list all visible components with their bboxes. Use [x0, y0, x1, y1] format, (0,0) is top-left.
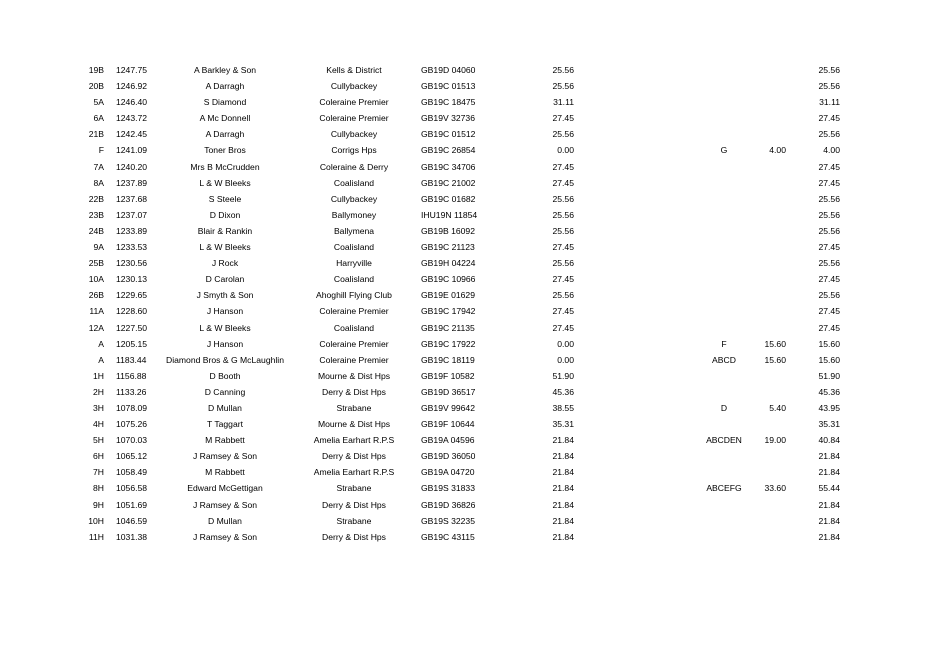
- ring-number-cell: GB19D 36826: [421, 499, 476, 510]
- velocity-cell: 1241.09: [116, 145, 148, 156]
- position-cell: 8A: [93, 177, 104, 188]
- position-cell: 2H: [93, 386, 104, 397]
- fancier-name-cell: J Hanson: [206, 338, 244, 349]
- winnings-cell: 0.00: [557, 338, 574, 349]
- fancier-name-cell: Diamond Bros & G McLaughlin: [166, 354, 284, 365]
- velocity-cell: 1075.26: [116, 419, 148, 430]
- fancier-name-cell: L & W Bleeks: [199, 242, 251, 253]
- table-row: [0, 287, 936, 303]
- table-row: [0, 78, 936, 94]
- position-cell: 19B: [88, 65, 104, 75]
- position-cell: 10H: [88, 515, 104, 526]
- table-row: [0, 497, 936, 513]
- club-cell: Derry & Dist Hps: [322, 531, 386, 542]
- pools-cell: F: [721, 338, 727, 349]
- table-row: [0, 480, 936, 496]
- ring-number-cell: GB19A 04596: [421, 435, 475, 446]
- fancier-name-cell: J Ramsey & Son: [193, 531, 257, 542]
- position-cell: 20B: [88, 81, 104, 92]
- table-row: [0, 320, 936, 336]
- club-cell: Ahoghill Flying Club: [316, 290, 392, 301]
- club-cell: Ballymoney: [331, 209, 377, 220]
- ring-number-cell: GB19V 32736: [421, 113, 475, 124]
- table-row: [0, 336, 936, 352]
- velocity-cell: 1065.12: [116, 451, 148, 462]
- table-row: [0, 432, 936, 448]
- total-cell: 27.45: [818, 242, 840, 253]
- fancier-name-cell: D Dixon: [209, 209, 241, 220]
- velocity-cell: 1247.75: [116, 65, 148, 75]
- ring-number-cell: GB19H 04224: [421, 258, 476, 269]
- table-row: [0, 448, 936, 464]
- table-row: [0, 110, 936, 126]
- position-cell: 23B: [88, 209, 104, 220]
- fancier-name-cell: M Rabbett: [205, 467, 245, 478]
- fancier-name-cell: L & W Bleeks: [199, 322, 251, 333]
- position-cell: 7A: [93, 161, 104, 172]
- pool-amount-cell: 15.60: [764, 338, 786, 349]
- fancier-name-cell: Edward McGettigan: [187, 483, 263, 494]
- club-cell: Strabane: [336, 515, 372, 526]
- ring-number-cell: GB19C 01682: [421, 193, 476, 204]
- ring-number-cell: GB19C 18119: [421, 354, 475, 365]
- velocity-cell: 1078.09: [116, 402, 148, 413]
- total-cell: 21.84: [818, 515, 840, 526]
- fancier-name-cell: J Hanson: [206, 306, 244, 317]
- winnings-cell: 21.84: [552, 483, 574, 494]
- position-cell: 26B: [88, 290, 104, 301]
- winnings-cell: 25.56: [552, 129, 574, 140]
- velocity-cell: 1230.13: [116, 274, 148, 285]
- winnings-cell: 27.45: [552, 306, 574, 317]
- fancier-name-cell: A Darragh: [205, 129, 245, 140]
- ring-number-cell: IHU19N 11854: [421, 209, 478, 220]
- velocity-cell: 1133.26: [116, 386, 147, 397]
- position-cell: 4H: [93, 419, 104, 430]
- club-cell: Coleraine & Derry: [319, 161, 389, 172]
- pool-amount-cell: 19.00: [764, 435, 786, 446]
- winnings-cell: 21.84: [552, 515, 574, 526]
- velocity-cell: 1246.40: [116, 97, 148, 108]
- total-cell: 21.84: [818, 451, 840, 462]
- total-cell: 51.90: [818, 370, 840, 381]
- table-row: [0, 207, 936, 223]
- position-cell: A: [98, 354, 104, 365]
- ring-number-cell: GB19C 34706: [421, 161, 476, 172]
- position-cell: 22B: [88, 193, 104, 204]
- position-cell: 6H: [93, 451, 104, 462]
- fancier-name-cell: J Ramsey & Son: [193, 499, 257, 510]
- table-row: [0, 400, 936, 416]
- fancier-name-cell: A Barkley & Son: [193, 65, 257, 75]
- pool-amount-cell: 33.60: [764, 483, 786, 494]
- position-cell: 5H: [93, 435, 104, 446]
- table-row: [0, 513, 936, 529]
- ring-number-cell: GB19C 01512: [421, 129, 476, 140]
- ring-number-cell: GB19F 10644: [421, 419, 475, 430]
- ring-number-cell: GB19A 04720: [421, 467, 475, 478]
- velocity-cell: 1070.03: [116, 435, 148, 446]
- velocity-cell: 1056.58: [116, 483, 148, 494]
- club-cell: Mourne & Dist Hps: [317, 370, 391, 381]
- total-cell: 35.31: [818, 419, 840, 430]
- total-cell: 27.45: [818, 322, 840, 333]
- total-cell: 27.45: [818, 161, 840, 172]
- winnings-cell: 25.56: [552, 65, 574, 75]
- table-row: [0, 416, 936, 432]
- club-cell: Derry & Dist Hps: [322, 386, 386, 397]
- club-cell: Cullybackey: [330, 81, 378, 92]
- fancier-name-cell: D Mullan: [208, 402, 242, 413]
- total-cell: 27.45: [818, 274, 840, 285]
- velocity-cell: 1051.69: [116, 499, 148, 510]
- fancier-name-cell: D Booth: [209, 370, 241, 381]
- total-cell: 25.56: [818, 65, 840, 75]
- fancier-name-cell: D Mullan: [208, 515, 242, 526]
- fancier-name-cell: J Rock: [211, 258, 239, 269]
- pool-amount-cell: 4.00: [769, 145, 786, 156]
- club-cell: Cullybackey: [330, 193, 378, 204]
- ring-number-cell: GB19C 17922: [421, 338, 476, 349]
- velocity-cell: 1228.60: [116, 306, 148, 317]
- position-cell: 8H: [93, 483, 104, 494]
- winnings-cell: 25.56: [552, 209, 574, 220]
- winnings-cell: 27.45: [552, 113, 574, 124]
- table-row: [0, 159, 936, 175]
- fancier-name-cell: M Rabbett: [205, 435, 245, 446]
- velocity-cell: 1031.38: [116, 531, 148, 542]
- ring-number-cell: GB19D 36517: [421, 386, 476, 397]
- position-cell: 9A: [93, 242, 104, 253]
- velocity-cell: 1230.56: [116, 258, 148, 269]
- winnings-cell: 51.90: [552, 370, 574, 381]
- pools-cell: D: [720, 402, 728, 413]
- ring-number-cell: GB19D 04060: [421, 65, 476, 75]
- total-cell: 21.84: [818, 499, 840, 510]
- position-cell: 7H: [93, 467, 104, 478]
- ring-number-cell: GB19S 31833: [421, 483, 475, 494]
- winnings-cell: 21.84: [552, 531, 574, 542]
- table-row: [0, 464, 936, 480]
- table-row: [0, 529, 936, 545]
- total-cell: 25.56: [818, 225, 840, 236]
- table-row: [0, 126, 936, 142]
- club-cell: Corrigs Hps: [331, 145, 377, 156]
- winnings-cell: 25.56: [552, 193, 574, 204]
- pool-amount-cell: 15.60: [764, 354, 786, 365]
- position-cell: 11A: [89, 306, 104, 317]
- position-cell: 3H: [93, 402, 104, 413]
- fancier-name-cell: D Carolan: [205, 274, 245, 285]
- total-cell: 25.56: [818, 209, 840, 220]
- fancier-name-cell: J Smyth & Son: [196, 290, 254, 301]
- winnings-cell: 27.45: [552, 177, 574, 188]
- fancier-name-cell: A Mc Donnell: [199, 113, 251, 124]
- club-cell: Cullybackey: [330, 129, 378, 140]
- winnings-cell: 25.56: [552, 258, 574, 269]
- velocity-cell: 1227.50: [116, 322, 148, 333]
- total-cell: 15.60: [818, 338, 840, 349]
- table-row: [0, 62, 936, 78]
- total-cell: 25.56: [818, 290, 840, 301]
- club-cell: Coalisland: [333, 274, 375, 285]
- ring-number-cell: GB19C 43115: [421, 531, 475, 542]
- total-cell: 4.00: [823, 145, 840, 156]
- winnings-cell: 31.11: [553, 97, 574, 108]
- velocity-cell: 1240.20: [116, 161, 148, 172]
- club-cell: Strabane: [336, 402, 372, 413]
- club-cell: Strabane: [336, 483, 372, 494]
- winnings-cell: 35.31: [552, 419, 574, 430]
- velocity-cell: 1246.92: [116, 81, 148, 92]
- position-cell: 25B: [88, 258, 104, 269]
- total-cell: 31.11: [819, 97, 840, 108]
- winnings-cell: 21.84: [552, 467, 574, 478]
- table-row: [0, 142, 936, 158]
- total-cell: 45.36: [818, 386, 840, 397]
- position-cell: 21B: [88, 129, 104, 140]
- fancier-name-cell: Blair & Rankin: [197, 225, 253, 236]
- fancier-name-cell: T Taggart: [207, 419, 243, 430]
- velocity-cell: 1237.68: [116, 193, 148, 204]
- club-cell: Amelia Earhart R.P.S: [313, 467, 395, 478]
- winnings-cell: 21.84: [552, 499, 574, 510]
- table-row: [0, 271, 936, 287]
- ring-number-cell: GB19D 36050: [421, 451, 476, 462]
- total-cell: 40.84: [818, 435, 840, 446]
- fancier-name-cell: Mrs B McCrudden: [190, 161, 260, 172]
- club-cell: Coleraine Premier: [319, 354, 389, 365]
- table-row: [0, 255, 936, 271]
- velocity-cell: 1058.49: [116, 467, 148, 478]
- ring-number-cell: GB19V 99642: [421, 402, 475, 413]
- winnings-cell: 25.56: [552, 290, 574, 301]
- winnings-cell: 0.00: [557, 145, 574, 156]
- winnings-cell: 27.45: [552, 274, 574, 285]
- position-cell: 24B: [88, 225, 104, 236]
- table-row: [0, 239, 936, 255]
- table-row: [0, 223, 936, 239]
- total-cell: 55.44: [818, 483, 840, 494]
- total-cell: 15.60: [818, 354, 840, 365]
- ring-number-cell: GB19F 10582: [421, 370, 475, 381]
- pools-cell: G: [720, 145, 728, 156]
- total-cell: 27.45: [818, 113, 840, 124]
- pools-cell: ABCD: [712, 354, 736, 365]
- velocity-cell: 1243.72: [116, 113, 148, 124]
- winnings-cell: 38.55: [552, 402, 574, 413]
- position-cell: 11H: [88, 531, 104, 542]
- winnings-cell: 25.56: [552, 81, 574, 92]
- winnings-cell: 27.45: [552, 242, 574, 253]
- club-cell: Coalisland: [333, 177, 375, 188]
- club-cell: Derry & Dist Hps: [322, 451, 386, 462]
- club-cell: Coleraine Premier: [319, 113, 389, 124]
- fancier-name-cell: S Steele: [208, 193, 242, 204]
- total-cell: 27.45: [818, 306, 840, 317]
- winnings-cell: 25.56: [552, 225, 574, 236]
- table-row: [0, 384, 936, 400]
- velocity-cell: 1156.88: [116, 370, 147, 381]
- fancier-name-cell: L & W Bleeks: [199, 177, 251, 188]
- winnings-cell: 27.45: [552, 161, 574, 172]
- ring-number-cell: GB19B 16092: [421, 225, 475, 236]
- winnings-cell: 45.36: [552, 386, 574, 397]
- total-cell: 25.56: [818, 258, 840, 269]
- club-cell: Coleraine Premier: [319, 338, 389, 349]
- winnings-cell: 0.00: [557, 354, 574, 365]
- position-cell: 12A: [88, 322, 104, 333]
- ring-number-cell: GB19C 17942: [421, 306, 476, 317]
- table-row: [0, 303, 936, 319]
- ring-number-cell: GB19C 26854: [421, 145, 476, 156]
- velocity-cell: 1233.89: [116, 225, 148, 236]
- velocity-cell: 1183.44: [116, 354, 147, 365]
- total-cell: 25.56: [818, 129, 840, 140]
- velocity-cell: 1242.45: [116, 129, 148, 140]
- results-table: [0, 62, 936, 545]
- club-cell: Coalisland: [333, 322, 375, 333]
- winnings-cell: 21.84: [552, 435, 574, 446]
- table-row: [0, 94, 936, 110]
- fancier-name-cell: J Ramsey & Son: [193, 451, 257, 462]
- total-cell: 25.56: [818, 193, 840, 204]
- table-row: [0, 368, 936, 384]
- ring-number-cell: GB19C 18475: [421, 97, 476, 108]
- total-cell: 25.56: [818, 81, 840, 92]
- position-cell: 1H: [93, 370, 104, 381]
- position-cell: A: [98, 338, 104, 349]
- position-cell: 10A: [88, 274, 104, 285]
- total-cell: 21.84: [818, 467, 840, 478]
- club-cell: Mourne & Dist Hps: [317, 419, 391, 430]
- club-cell: Harryville: [336, 258, 372, 269]
- velocity-cell: 1229.65: [116, 290, 148, 301]
- club-cell: Ballymena: [333, 225, 375, 236]
- club-cell: Amelia Earhart R.P.S: [313, 435, 395, 446]
- club-cell: Coleraine Premier: [319, 97, 389, 108]
- ring-number-cell: GB19C 21135: [421, 322, 475, 333]
- total-cell: 21.84: [818, 531, 840, 542]
- fancier-name-cell: A Darragh: [205, 81, 245, 92]
- ring-number-cell: GB19C 21123: [421, 242, 475, 253]
- club-cell: Coalisland: [333, 242, 375, 253]
- position-cell: 5A: [93, 97, 104, 108]
- ring-number-cell: GB19C 01513: [421, 81, 476, 92]
- pools-cell: ABCEFG: [706, 483, 742, 494]
- total-cell: 43.95: [818, 402, 840, 413]
- club-cell: Coleraine Premier: [319, 306, 389, 317]
- club-cell: Kells & District: [326, 65, 382, 75]
- fancier-name-cell: D Canning: [204, 386, 246, 397]
- table-row: [0, 175, 936, 191]
- winnings-cell: 27.45: [552, 322, 574, 333]
- ring-number-cell: GB19S 32235: [421, 515, 475, 526]
- velocity-cell: 1046.59: [116, 515, 148, 526]
- ring-number-cell: GB19C 21002: [421, 177, 476, 188]
- fancier-name-cell: Toner Bros: [204, 145, 246, 156]
- ring-number-cell: GB19C 10966: [421, 274, 476, 285]
- pool-amount-cell: 5.40: [769, 402, 786, 413]
- velocity-cell: 1237.89: [116, 177, 148, 188]
- fancier-name-cell: S Diamond: [203, 97, 247, 108]
- club-cell: Derry & Dist Hps: [322, 499, 386, 510]
- ring-number-cell: GB19E 01629: [421, 290, 475, 301]
- velocity-cell: 1233.53: [116, 242, 148, 253]
- velocity-cell: 1237.07: [116, 209, 148, 220]
- winnings-cell: 21.84: [552, 451, 574, 462]
- position-cell: F: [98, 145, 104, 156]
- pools-cell: ABCDEN: [706, 435, 742, 446]
- table-row: [0, 352, 936, 368]
- table-row: [0, 191, 936, 207]
- position-cell: 9H: [93, 499, 104, 510]
- position-cell: 6A: [93, 113, 104, 124]
- velocity-cell: 1205.15: [116, 338, 148, 349]
- total-cell: 27.45: [818, 177, 840, 188]
